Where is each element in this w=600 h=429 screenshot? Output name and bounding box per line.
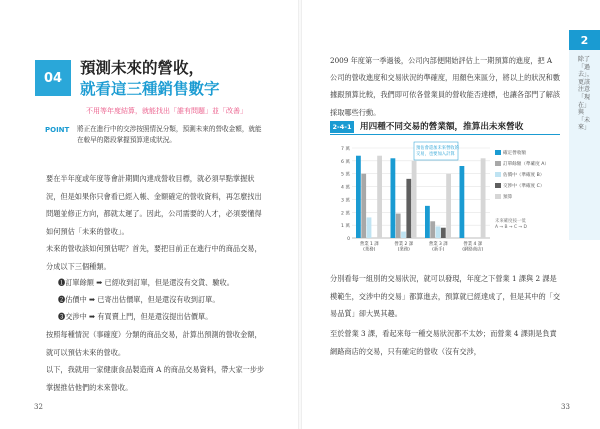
sales-forecast-chart [330, 140, 560, 260]
y-tick-label: 0 [347, 237, 350, 242]
body-paragraph-3: 按照每種情況（事確度）分類的商品交易，計算出預測的營收金額，就可以預估未來的營收。 [46, 330, 262, 357]
chart-svg [330, 140, 560, 260]
annotation-box [414, 142, 458, 160]
legend-note: 未來確度按一低 [495, 219, 526, 224]
list-item-2: ❷估價中 ➡ 已寄出估價單，但是還沒有收到訂單。 [58, 295, 220, 304]
x-tick-label: 營業 3 課 [428, 242, 448, 247]
bar [377, 156, 382, 238]
bar [436, 226, 441, 238]
legend-swatch [495, 172, 501, 177]
point-text: 將正在進行中的交涉按照情況分類，預測未來的營收金額，就能在較早的階段掌握預算達成狀況。 [77, 125, 262, 144]
list-item-1: ❶訂單餘額 ➡ 已經收到訂單，但是還沒有交貨、驗收。 [58, 278, 234, 287]
x-tick-label: 營業 1 課 [359, 242, 379, 247]
x-tick-label: (網路商店) [462, 247, 484, 253]
legend-swatch [495, 183, 501, 188]
right-paragraph-2: 分別看每一組別的交易狀況，就可以發現，年度之下營業 1 課與 2 課是模範生，交涉中的交易」都算進去，預算就已經達成了，但是其中的「交易品質」卻大異其趣。 [330, 274, 561, 319]
bar [430, 221, 435, 238]
y-tick-label: 1 萬 [341, 224, 350, 230]
y-tick-label: 3 萬 [341, 198, 350, 204]
legend-label: 確定營收額 [503, 151, 526, 156]
bar [460, 166, 465, 238]
bar [406, 179, 411, 238]
x-tick-label: 營業 4 課 [463, 242, 483, 247]
point-box [45, 124, 267, 154]
legend-swatch [495, 150, 501, 155]
figure-title: 用四種不同交易的營業額，推算出未來營收 [360, 122, 524, 132]
x-tick-label: 營業 2 課 [394, 242, 414, 247]
bar [356, 156, 361, 238]
list-item-3: ❸交涉中 ➡ 有買賣上門，但是還沒提出估價單。 [58, 312, 213, 321]
right-paragraph-top: 2009 年度第一季過後，公司內部便開始評估上一期預算的進度，把 A 公司的營收進度和交易狀況的準確度，用顏色來區分，將以上的狀況和數據跟預算比較，我們即可依各營業員的營收能否達標，也讓各部門了解該採取哪些行動。 [330, 56, 561, 117]
bar [401, 232, 406, 238]
bar [396, 214, 401, 238]
figure-header [330, 121, 560, 135]
bar [367, 217, 372, 238]
bar [391, 158, 396, 238]
page-number-right: 33 [561, 403, 570, 411]
body-paragraph-4: 以下，我就用一家健康食品製造商 A 的商品交易資料，帶大家一步步掌握推估他們的未來營收。 [46, 365, 265, 392]
legend-swatch [495, 161, 501, 166]
section-subtitle: 不用等年度結算，就能找出「誰有問題」並「改善」 [86, 107, 247, 115]
y-tick-label: 7 萬 [341, 147, 350, 152]
right-paragraph-3: 至於營業 3 課，看起來每一種交易狀況都不太妙；而營業 4 課則是負責網路商店的交易，只有確定的營收（沒有交涉， [330, 329, 557, 356]
x-tick-label: (新手) [432, 247, 445, 253]
legend-label: 交涉中（準確度 C） [503, 184, 545, 189]
bar [446, 174, 451, 238]
legend-label: 預算 [503, 195, 513, 200]
legend-label: 估價中（準確度 B） [503, 173, 545, 178]
body-paragraph-1: 要在半年度或年度等會計期間內達成營收目標，就必須早點掌握狀況，但是如果你只會看已經入帳、金額確定的營收資料，再怎麼找出問題並修正方向，都就太遲了。因此，公司需要的人才，必須要懂得如何預估「未來的營收」。 [46, 174, 262, 236]
title-line-1: 預測未來的營收， [80, 59, 205, 77]
y-tick-label: 6 萬 [341, 159, 350, 165]
y-tick-label: 4 萬 [341, 185, 350, 191]
bar [412, 161, 417, 238]
bar [361, 174, 366, 238]
section-title [80, 58, 220, 100]
bar [441, 228, 446, 238]
page-number-left: 32 [34, 403, 43, 411]
y-tick-label: 5 萬 [341, 172, 350, 178]
y-tick-label: 2 萬 [341, 211, 350, 217]
chart-annotation: 交易，也要加入計算 [416, 152, 455, 157]
figure-number: 2-4-1 [330, 121, 354, 133]
chapter-side-text: 除了「過去」，更該注意「現在」與「未來」 [578, 56, 594, 132]
body-paragraph-2: 未來的營收該如何預估呢？首先，要把目前正在進行中的商品交易，分成以下三個種類。 [46, 244, 262, 271]
point-label: POINT [45, 126, 70, 134]
section-number-badge: 04 [35, 60, 71, 96]
x-tick-label: (業務) [397, 247, 410, 253]
left-page [0, 0, 299, 429]
chart-annotation: 預估會還加未來營收的 [416, 146, 459, 151]
title-line-2: 就看這三種銷售數字 [80, 80, 220, 98]
legend-note: A → B → C → D [495, 225, 527, 230]
chapter-side-tab [569, 30, 600, 240]
x-tick-label: (業務) [363, 247, 376, 253]
bar [425, 206, 430, 238]
legend-label: 訂單餘額（準確度 A） [503, 162, 549, 167]
legend-swatch [495, 194, 501, 199]
chapter-number: 2 [569, 30, 600, 50]
bar [481, 158, 486, 238]
